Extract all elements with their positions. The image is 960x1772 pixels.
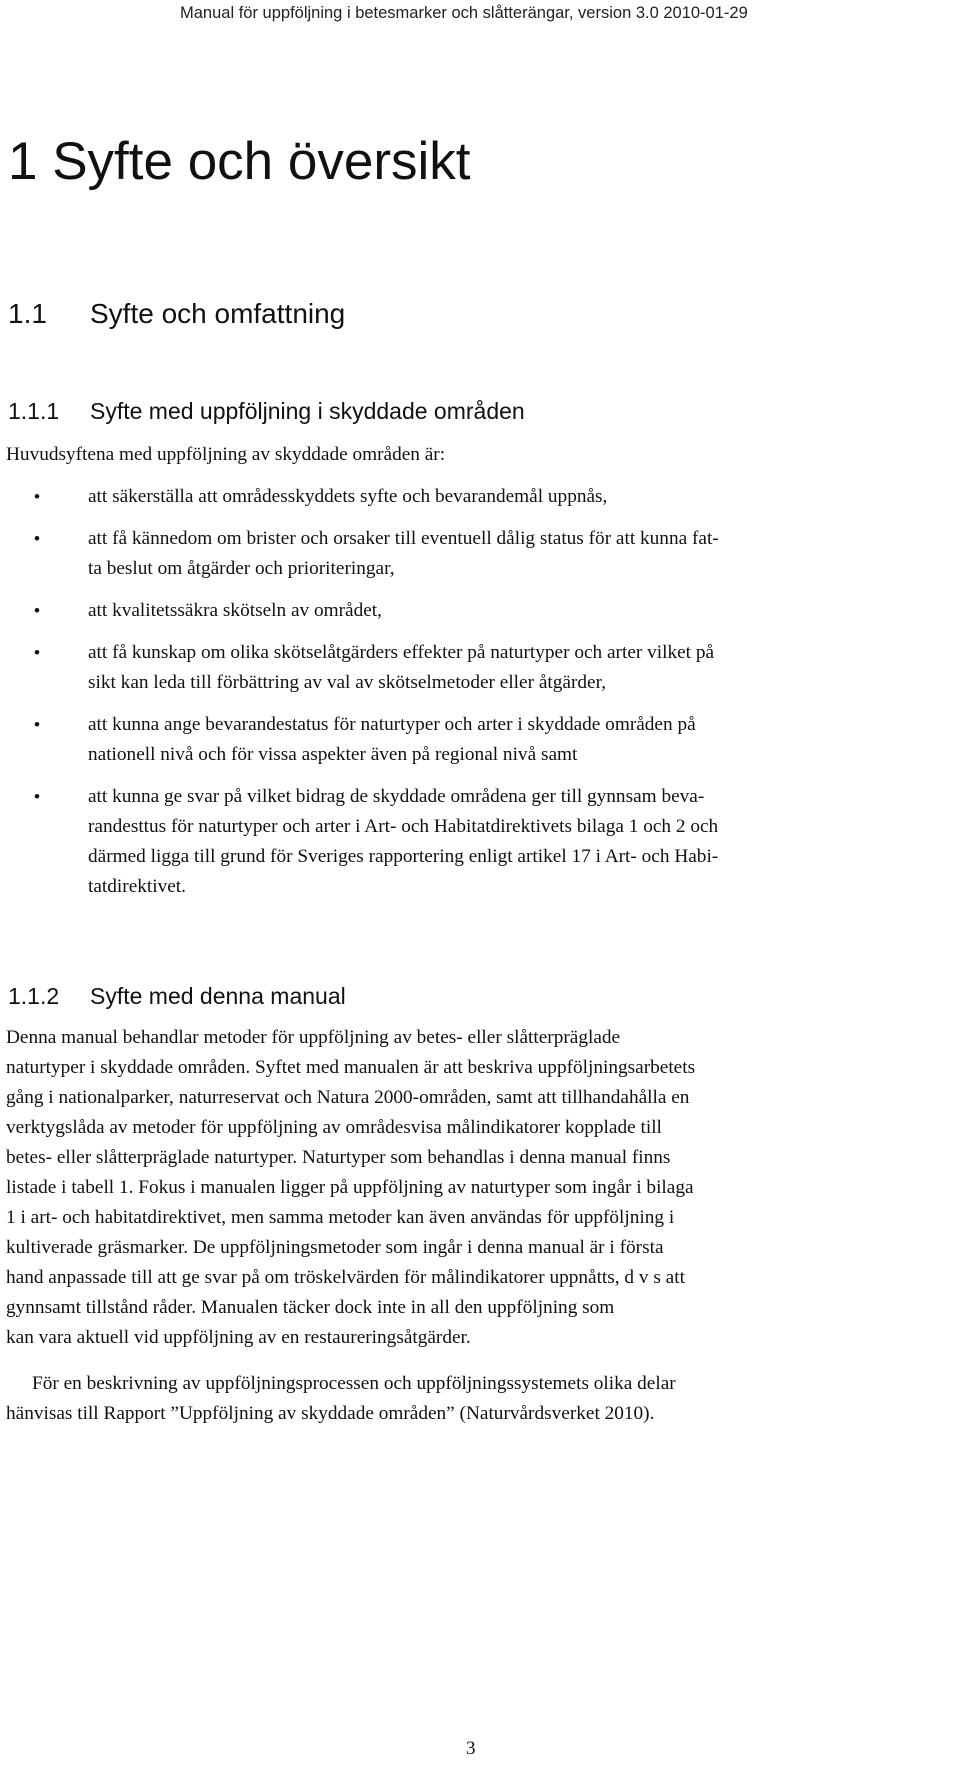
- chapter-title: 1 Syfte och översikt: [8, 132, 471, 191]
- list-item-line: tatdirektivet.: [88, 876, 186, 897]
- paragraph-line: naturtyper i skyddade områden. Syftet med manualen är att beskriva uppföljningsarbetets: [6, 1057, 696, 1078]
- list-item: [0, 710, 944, 770]
- list-item-line: sikt kan leda till förbättring av val av skötselmetoder eller åtgärder,: [88, 672, 607, 693]
- body-paragraph: [6, 1369, 936, 1429]
- paragraph-line: Denna manual behandlar metoder för uppföljning av betes- eller slåtterpräglade: [6, 1027, 621, 1048]
- list-item-line: att få kännedom om brister och orsaker till eventuell dålig status för att kunna fat-: [88, 528, 719, 549]
- section-heading: [8, 297, 345, 331]
- bullet-icon: •: [34, 643, 40, 662]
- list-item-line: nationell nivå och för vissa aspekter även på regional nivå samt: [88, 744, 578, 765]
- running-header: Manual för uppföljning i betesmarker och slåtterängar, version 3.0 2010-01-29: [180, 4, 748, 22]
- list-item-line: att kunna ange bevarandestatus för naturtyper och arter i skyddade områden på: [88, 714, 696, 735]
- list-item-line: ta beslut om åtgärder och prioriteringar,: [88, 558, 395, 579]
- subsection-heading-purpose-protected: [8, 398, 525, 426]
- list-item: [0, 782, 944, 902]
- paragraph-line: verktygslåda av metoder för uppföljning av områdesvisa målindikatorer kopplade till: [6, 1117, 662, 1138]
- paragraph-line: kultiverade gräsmarker. De uppföljningsmetoder som ingår i denna manual är i första: [6, 1237, 664, 1258]
- paragraph-line: 1 i art- och habitatdirektivet, men samma metoder kan även användas för uppföljning i: [6, 1207, 675, 1228]
- list-item-line: att få kunskap om olika skötselåtgärders effekter på naturtyper och arter vilket på: [88, 642, 715, 663]
- list-item-line: randesttus för naturtyper och arter i Art- och Habitatdirektivets bilaga 1 och 2 och: [88, 816, 719, 837]
- subsection-heading-purpose-manual: [8, 983, 346, 1011]
- body-paragraph: [6, 1023, 936, 1353]
- subsection-title: Syfte med denna manual: [90, 983, 346, 1009]
- paragraph-line: gynnsamt tillstånd råder. Manualen täcker dock inte in all den uppföljning som: [6, 1297, 615, 1318]
- list-item-line: att kunna ge svar på vilket bidrag de skyddade områdena ger till gynnsam beva-: [88, 786, 705, 807]
- paragraph-line: listade i tabell 1. Fokus i manualen ligger på uppföljning av naturtyper som ingår i bilaga: [6, 1177, 694, 1198]
- paragraph-line: hand anpassade till att ge svar på om tröskelvärden för målindikatorer uppnåtts, d v s att: [6, 1267, 685, 1288]
- list-item: [0, 482, 944, 512]
- list-item-line: att säkerställa att områdesskyddets syfte och bevarandemål uppnås,: [88, 486, 608, 507]
- list-item-line: att kvalitetssäkra skötseln av området,: [88, 600, 382, 621]
- subsection-title: Syfte med uppföljning i skyddade områden: [90, 398, 525, 424]
- subsection-number: 1.1.2: [8, 983, 60, 1009]
- intro-text: Huvudsyftena med uppföljning av skyddade områden är:: [6, 444, 446, 465]
- list-item: [0, 524, 944, 584]
- paragraph-line: gång i nationalparker, naturreservat och Natura 2000-områden, samt att tillhandahålla en: [6, 1087, 690, 1108]
- bullet-icon: •: [34, 529, 40, 548]
- list-item: [0, 638, 944, 698]
- purpose-bullet-list: [0, 482, 960, 914]
- paragraph-line: För en beskrivning av uppföljningsprocessen och uppföljningssystemets olika delar: [32, 1373, 676, 1394]
- bullet-icon: •: [34, 601, 40, 620]
- page-number: 3: [466, 1738, 476, 1759]
- bullet-icon: •: [34, 487, 40, 506]
- bullet-icon: •: [34, 787, 40, 806]
- subsection-number: 1.1.1: [8, 398, 60, 424]
- paragraph-line: betes- eller slåtterpräglade naturtyper. Naturtyper som behandlas i denna manual finns: [6, 1147, 671, 1168]
- section-number: 1.1: [8, 298, 47, 329]
- paragraph-line: hänvisas till Rapport ”Uppföljning av skyddade områden” (Naturvårdsverket 2010).: [6, 1403, 655, 1424]
- paragraph-line: kan vara aktuell vid uppföljning av en restaureringsåtgärder.: [6, 1327, 471, 1348]
- list-item-line: därmed ligga till grund för Sveriges rapportering enligt artikel 17 i Art- och Habi-: [88, 846, 719, 867]
- section-title: Syfte och omfattning: [90, 298, 346, 329]
- bullet-icon: •: [34, 715, 40, 734]
- list-item: [0, 596, 944, 626]
